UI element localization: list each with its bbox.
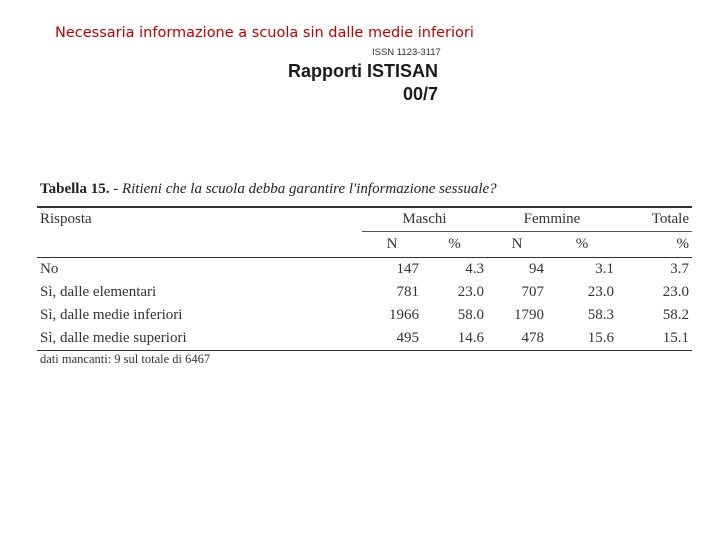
cell-femmine-n: 478 — [487, 327, 547, 351]
table-caption-label: Tabella 15. — [40, 181, 110, 197]
header-maschi-pct: % — [422, 232, 487, 258]
table-note: dati mancanti: 9 sul totale di 6467 — [40, 352, 211, 366]
table-row — [37, 304, 692, 327]
header-blank — [37, 232, 362, 258]
header-maschi: Maschi — [362, 207, 487, 232]
cell-totale-pct: 58.2 — [662, 307, 689, 323]
cell-maschi-pct: 23.0 — [457, 284, 484, 300]
cell-totale-pct: 3.7 — [670, 261, 689, 277]
report-series-title: Rapporti ISTISAN — [288, 61, 439, 81]
cell-maschi-n: 1966 — [389, 307, 419, 323]
cell-femmine-pct: 3.1 — [595, 261, 614, 277]
header-femmine: Femmine — [487, 207, 617, 232]
issn-label: ISSN 1123-3117 — [372, 47, 441, 58]
cell-risposta: Sì, dalle medie superiori — [37, 327, 362, 351]
cell-maschi-pct: 14.6 — [422, 327, 487, 351]
report-number: 00/7 — [403, 84, 439, 104]
table-caption-question: Ritieni che la scuola debba garantire l'informazione sessuale? — [121, 181, 497, 197]
cell-risposta: Sì, dalle medie inferiori — [40, 307, 183, 323]
cell-maschi-n: 495 — [362, 327, 422, 351]
table-caption-separator: - — [109, 181, 122, 197]
table-row — [37, 327, 692, 351]
cell-risposta: Sì, dalle elementari — [40, 284, 157, 300]
results-table — [37, 206, 692, 351]
table-row — [37, 258, 692, 282]
header-totale: Totale — [617, 207, 692, 232]
cell-totale-pct: 23.0 — [662, 284, 689, 300]
cell-femmine-n: 1790 — [514, 307, 544, 323]
header-femmine-n: N — [487, 232, 547, 258]
slide-title: Necessaria informazione a scuola sin dalle medie inferiori — [55, 25, 474, 41]
table-caption — [40, 181, 497, 198]
table-header-row-1 — [37, 207, 692, 232]
cell-maschi-n: 147 — [396, 261, 419, 277]
table-row — [37, 281, 692, 304]
header-totale-pct: % — [617, 232, 692, 258]
cell-risposta: No — [40, 261, 59, 277]
table-header-row-2 — [37, 232, 692, 258]
cell-femmine-pct: 15.6 — [547, 327, 617, 351]
cell-femmine-n: 94 — [529, 261, 544, 277]
header-femmine-pct: % — [547, 232, 617, 258]
table-container — [37, 206, 692, 367]
cell-femmine-n: 707 — [521, 284, 544, 300]
cell-maschi-pct: 58.0 — [457, 307, 484, 323]
cell-maschi-pct: 4.3 — [465, 261, 484, 277]
cell-maschi-n: 781 — [396, 284, 419, 300]
cell-totale-pct: 15.1 — [617, 327, 692, 351]
header-maschi-n: N — [362, 232, 422, 258]
cell-femmine-pct: 58.3 — [587, 307, 614, 323]
header-risposta: Risposta — [37, 207, 362, 232]
cell-femmine-pct: 23.0 — [587, 284, 614, 300]
